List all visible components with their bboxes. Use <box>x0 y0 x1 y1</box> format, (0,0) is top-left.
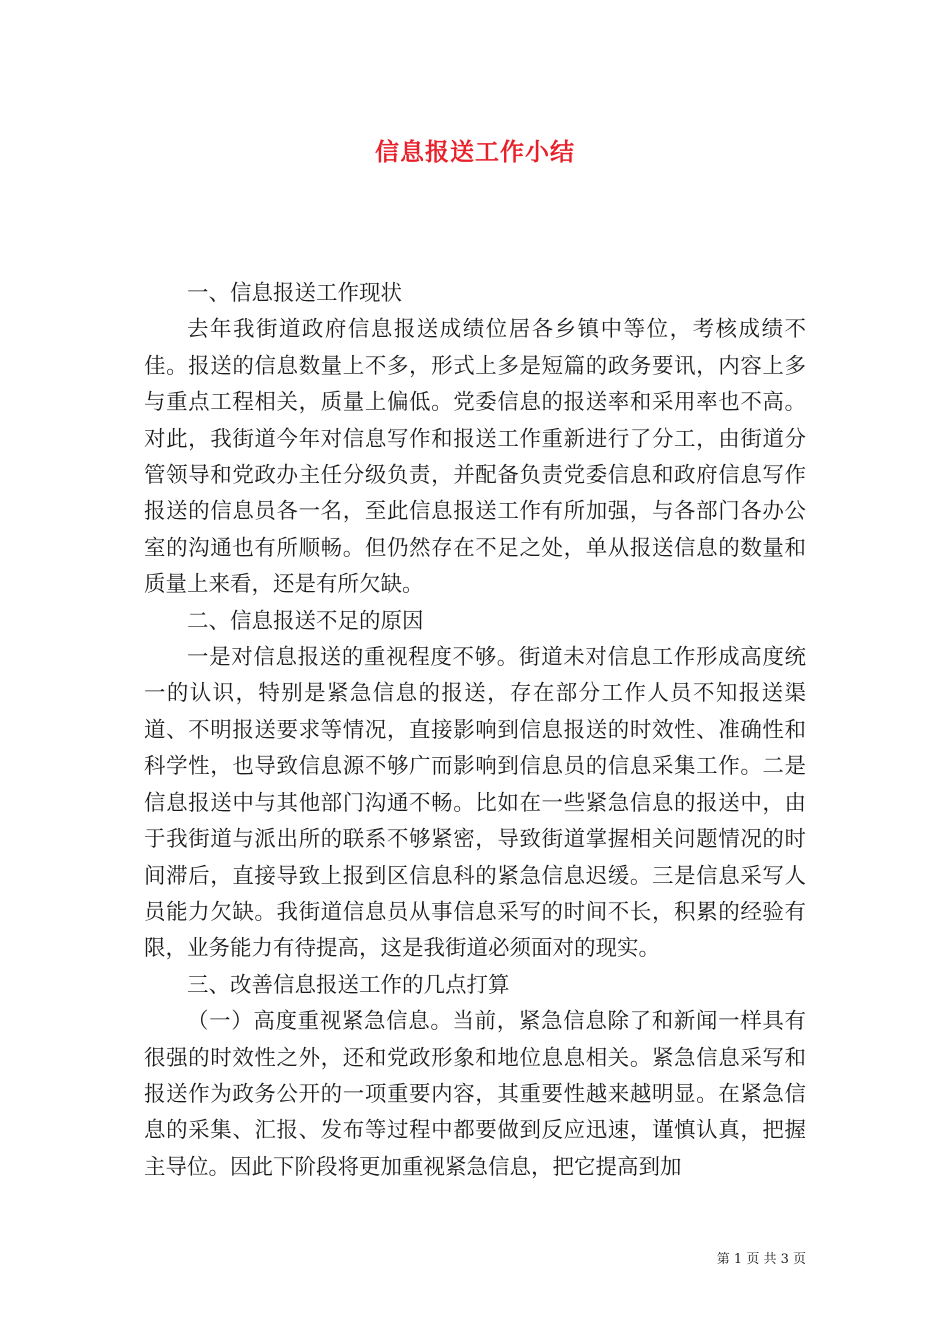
paragraph-status: 去年我街道政府信息报送成绩位居各乡镇中等位，考核成绩不佳。报送的信息数量上不多，形式上多是短篇的政务要讯，内容上多与重点工程相关，质量上偏低。党委信息的报送率和采用率也不高。对此，我街道今年对信息写作和报送工作重新进行了分工，由街道分管领导和党政办主任分级负责，并配备负责党委信息和政府信息写作报送的信息员各一名，至此信息报送工作有所加强，与各部门各办公室的沟通也有所顺畅。但仍然存在不足之处，单从报送信息的数量和质量上来看，还是有所欠缺。 <box>144 317 806 598</box>
section-heading-3: 三、改善信息报送工作的几点打算 <box>187 972 510 998</box>
document-body <box>144 276 806 1186</box>
page-number: 第 1 页 共 3 页 <box>716 1252 806 1267</box>
section-heading-2: 二、信息报送不足的原因 <box>187 608 424 634</box>
paragraph-reasons: 一是对信息报送的重视程度不够。街道未对信息工作形成高度统一的认识，特别是紧急信息的报送，存在部分工作人员不知报送渠道、不明报送要求等情况，直接影响到信息报送的时效性、准确性和科学性，也导致信息源不够广而影响到信息员的信息采集工作。二是信息报送中与其他部门沟通不畅。比如在一些紧急信息的报送中，由于我街道与派出所的联系不够紧密，导致街道掌握相关问题情况的时间滞后，直接导致上报到区信息科的紧急信息迟缓。三是信息采写人员能力欠缺。我街道信息员从事信息采写的时间不长，积累的经验有限，业务能力有待提高，这是我街道必须面对的现实。 <box>144 645 806 962</box>
paragraph-plans: （一）高度重视紧急信息。当前，紧急信息除了和新闻一样具有很强的时效性之外，还和党政形象和地位息息相关。紧急信息采写和报送作为政务公开的一项重要内容，其重要性越来越明显。在紧急信息的采集、汇报、发布等过程中都要做到反应迅速，谨慎认真，把握主导位。因此下阶段将更加重视紧急信息，把它提高到加 <box>144 1009 806 1180</box>
section-heading-1: 一、信息报送工作现状 <box>187 281 403 306</box>
document-title: 信息报送工作小结 <box>375 137 575 166</box>
